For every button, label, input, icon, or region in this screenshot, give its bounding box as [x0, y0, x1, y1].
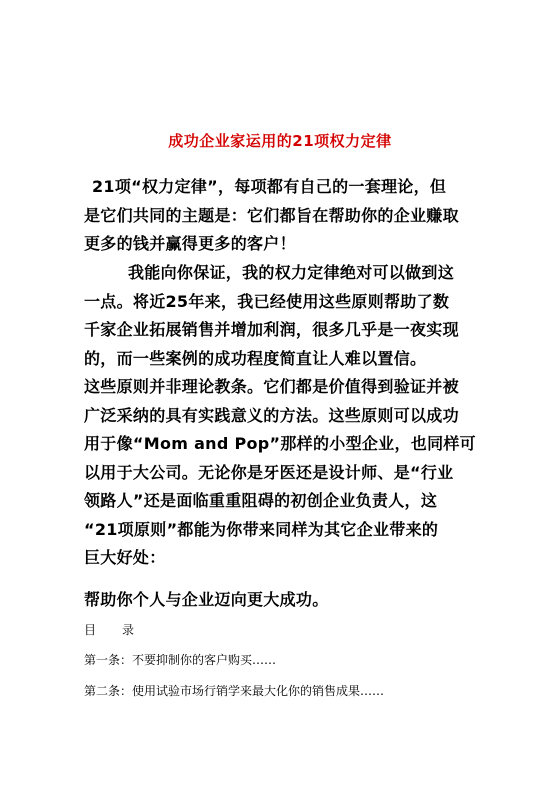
- text-line: “21项原则”都能为你带来同样为其它企业带来的: [84, 519, 439, 539]
- document-title: 成功企业家运用的21项权力定律: [168, 132, 392, 150]
- paragraph-conclusion: [84, 586, 494, 615]
- toc-heading: [84, 621, 134, 638]
- toc-item: 第二条：使用试验市场行销学来最大化你的销售成果……: [84, 684, 385, 698]
- toc-heading-left: 目: [84, 623, 97, 637]
- paragraph-principles: [84, 373, 494, 573]
- text-line: 更多的钱并赢得更多的客户！: [84, 234, 296, 253]
- toc-heading-right: 录: [122, 623, 135, 637]
- text-line: 这些原则并非理论教条。它们都是价值得到验证并被: [84, 377, 459, 396]
- text-line: 巨大好处：: [84, 548, 166, 567]
- text-line: 我能向你保证，我的权力定律绝对可以做到这: [128, 263, 455, 282]
- paragraph-promise: [84, 259, 494, 373]
- text-line: 的，而一些案例的成功程度简直让人难以置信。: [84, 348, 427, 368]
- toc-item: 第一条：不要抑制你的客户购买……: [84, 653, 277, 667]
- text-line: 21项“权力定律”，每项都有自己的一套理论，但: [92, 177, 447, 196]
- text-line: 以用于大公司。无论你是牙医还是设计师、是“行业: [84, 462, 454, 482]
- text-line: 广泛采纳的具有实践意义的方法。这些原则可以成功: [84, 405, 459, 425]
- text-line: 一点。将近25年来，我已经使用这些原则帮助了数: [84, 291, 450, 311]
- paragraph-intro: [84, 173, 494, 259]
- text-line: 领路人”还是面临重重阻碍的初创企业负责人，这: [84, 491, 438, 510]
- text-line: 用于像“Mom and Pop”那样的小型企业，也同样可: [84, 434, 476, 453]
- text-line: 千家企业拓展销售并增加利润，很多几乎是一夜实现: [84, 320, 459, 339]
- text-line: 帮助你个人与企业迈向更大成功。: [84, 590, 329, 609]
- text-line: 是它们共同的主题是：它们都旨在帮助你的企业赚取: [84, 205, 459, 225]
